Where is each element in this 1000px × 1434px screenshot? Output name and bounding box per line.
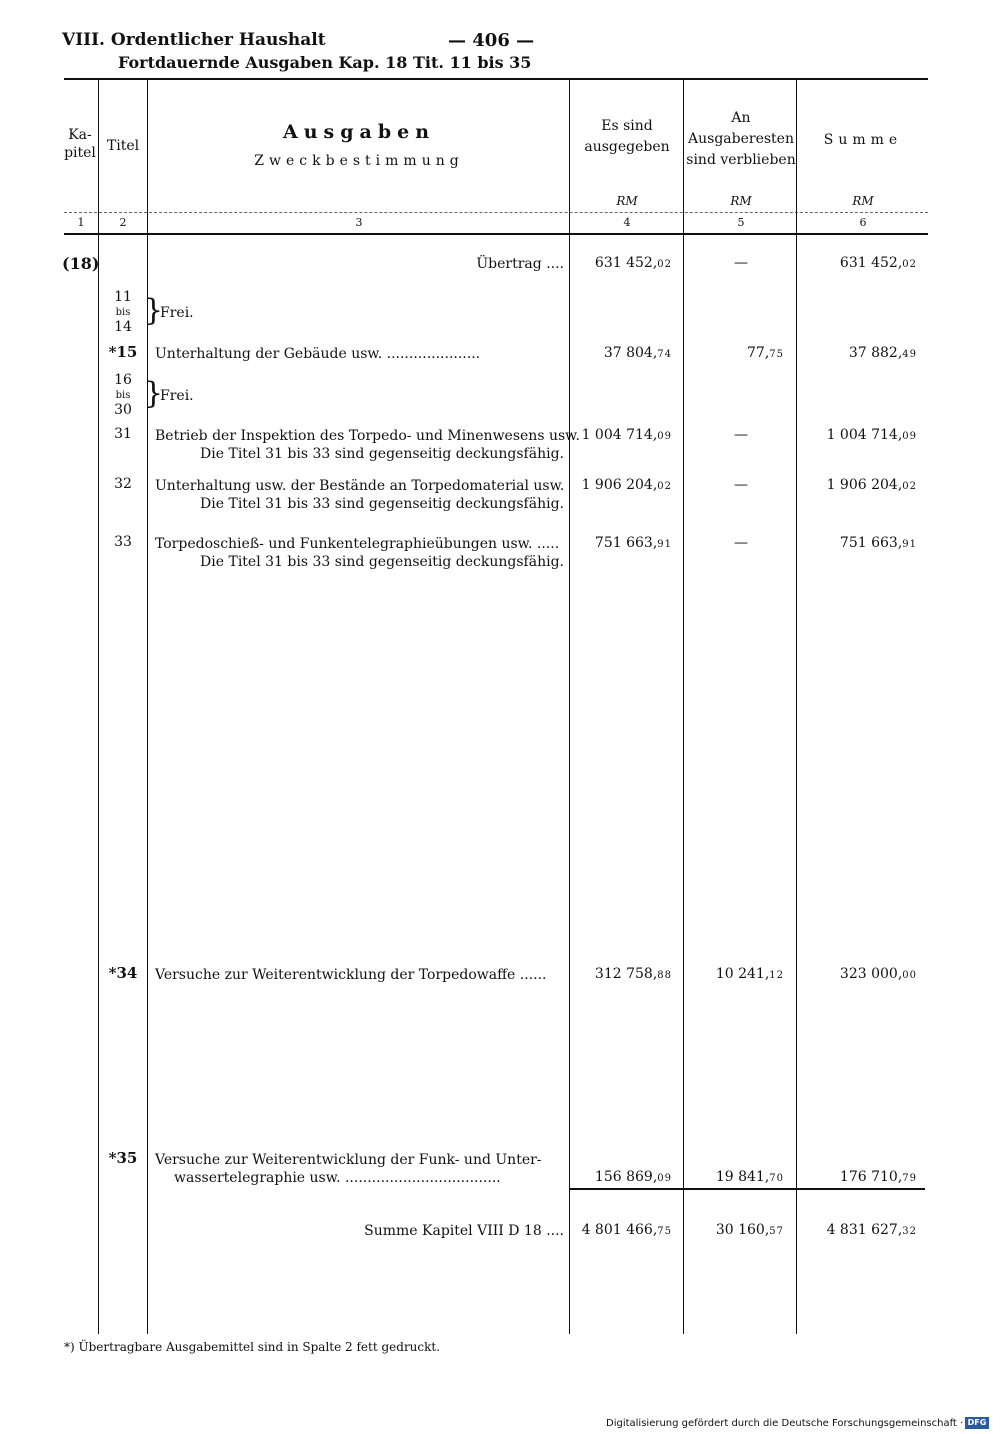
row-summe-label: Summe Kapitel VIII D 18 .... xyxy=(364,1223,564,1239)
row-t15-c6: 37 882,49 xyxy=(848,345,917,361)
row-frei1-label: Frei. xyxy=(160,305,194,321)
row-t33-c6: 751 663,91 xyxy=(839,535,917,551)
row-t33-c4: 751 663,91 xyxy=(594,535,672,551)
col-divider-5 xyxy=(796,80,797,1334)
sum-rule xyxy=(569,1188,925,1190)
row-t31-c5: — xyxy=(734,427,748,443)
kapitel-label: (18) xyxy=(62,254,100,273)
row-t15-label: Unterhaltung der Gebäude usw. ..................... xyxy=(155,346,481,362)
row-t33-c5: — xyxy=(734,535,748,551)
row-t35-c4: 156 869,09 xyxy=(594,1169,672,1185)
header-summe: Summe xyxy=(823,132,903,148)
unit-col4: RM xyxy=(616,194,638,208)
header-zweckbestimmung: Zweckbestimmung xyxy=(254,153,464,169)
row-t31-c6: 1 004 714,09 xyxy=(826,427,917,443)
row-t32-titel: 32 xyxy=(114,476,132,492)
header-dotted-rule xyxy=(64,212,928,213)
page-subtitle: Fortdauernde Ausgaben Kap. 18 Tit. 11 bis 35 xyxy=(118,53,532,72)
row-t32-c5: — xyxy=(734,477,748,493)
dfg-logo: DFG xyxy=(965,1417,989,1429)
header-titel: Titel xyxy=(106,138,140,154)
row-frei2-brace: } xyxy=(144,376,164,411)
row-t32-line2: Die Titel 31 bis 33 sind gegenseitig deckungsfähig. xyxy=(200,496,564,512)
row-t33-titel: 33 xyxy=(114,534,132,550)
digitization-credit: Digitalisierung gefördert durch die Deutsche Forschungsgemeinschaft · xyxy=(606,1418,964,1429)
row-t33-line1: Torpedoschieß- und Funkentelegraphieübungen usw. ..... xyxy=(155,536,560,552)
col-divider-3 xyxy=(569,80,570,1334)
col-divider-4 xyxy=(683,80,684,1334)
footnote: *) Übertragbare Ausgabemittel sind in Spalte 2 fett gedruckt. xyxy=(64,1340,441,1354)
row-summe-c5: 30 160,57 xyxy=(715,1222,784,1238)
row-uebertrag-c6: 631 452,02 xyxy=(839,255,917,271)
row-t32-line1: Unterhaltung usw. der Bestände an Torpedomaterial usw. xyxy=(155,478,565,494)
row-t33-line2: Die Titel 31 bis 33 sind gegenseitig deckungsfähig. xyxy=(200,554,564,570)
colnum-6: 6 xyxy=(859,216,867,229)
header-ausgegeben: Es sind ausgegeben xyxy=(584,118,670,155)
header-ausgabereste: An Ausgaberesten sind verblieben xyxy=(686,110,796,168)
page-number: — 406 — xyxy=(448,30,535,51)
header-bottom-rule xyxy=(64,233,928,235)
row-t35-c6: 176 710,79 xyxy=(839,1169,917,1185)
row-t15-c4: 37 804,74 xyxy=(603,345,672,361)
row-t32-c4: 1 906 204,02 xyxy=(581,477,672,493)
row-t35-titel: *35 xyxy=(108,1149,138,1167)
colnum-5: 5 xyxy=(737,216,745,229)
row-t34-titel: *34 xyxy=(108,964,138,982)
row-summe-c6: 4 831 627,32 xyxy=(826,1222,917,1238)
row-uebertrag-label: Übertrag .... xyxy=(476,256,564,272)
row-summe-c4: 4 801 466,75 xyxy=(581,1222,672,1238)
row-t34-c4: 312 758,88 xyxy=(594,966,672,982)
row-frei1-brace: } xyxy=(144,293,164,328)
row-t35-line2: wassertelegraphie usw. ................................... xyxy=(174,1170,501,1186)
row-t15-c5: 77,75 xyxy=(747,345,784,361)
row-t31-line1: Betrieb der Inspektion des Torpedo- und Minenwesens usw. xyxy=(155,428,580,444)
row-frei1-titel: 11 bis 14 xyxy=(114,289,132,335)
row-t31-titel: 31 xyxy=(114,426,132,442)
row-frei2-label: Frei. xyxy=(160,388,194,404)
unit-col5: RM xyxy=(730,194,752,208)
section-title: VIII. Ordentlicher Haushalt xyxy=(62,30,326,50)
row-t34-c5: 10 241,12 xyxy=(715,966,784,982)
row-frei2-titel: 16 bis 30 xyxy=(114,372,132,418)
row-t32-c6: 1 906 204,02 xyxy=(826,477,917,493)
row-t34-label: Versuche zur Weiterentwicklung der Torpedowaffe ...... xyxy=(155,967,547,983)
row-t34-c6: 323 000,00 xyxy=(839,966,917,982)
colnum-3: 3 xyxy=(355,216,363,229)
colnum-1: 1 xyxy=(77,216,85,229)
row-uebertrag-c4: 631 452,02 xyxy=(594,255,672,271)
row-uebertrag-c5: — xyxy=(734,255,748,271)
row-t35-c5: 19 841,70 xyxy=(715,1169,784,1185)
row-t31-c4: 1 004 714,09 xyxy=(581,427,672,443)
row-t31-line2: Die Titel 31 bis 33 sind gegenseitig deckungsfähig. xyxy=(200,446,564,462)
col-divider-2 xyxy=(147,80,148,1334)
row-t15-titel: *15 xyxy=(108,343,138,361)
colnum-4: 4 xyxy=(623,216,631,229)
row-t35-line1: Versuche zur Weiterentwicklung der Funk- und Unter- xyxy=(155,1152,542,1168)
unit-col6: RM xyxy=(852,194,874,208)
header-kapitel: Ka- pitel xyxy=(64,127,96,161)
header-ausgaben: Ausgaben xyxy=(282,121,436,143)
table-top-rule xyxy=(64,78,928,80)
colnum-2: 2 xyxy=(119,216,127,229)
